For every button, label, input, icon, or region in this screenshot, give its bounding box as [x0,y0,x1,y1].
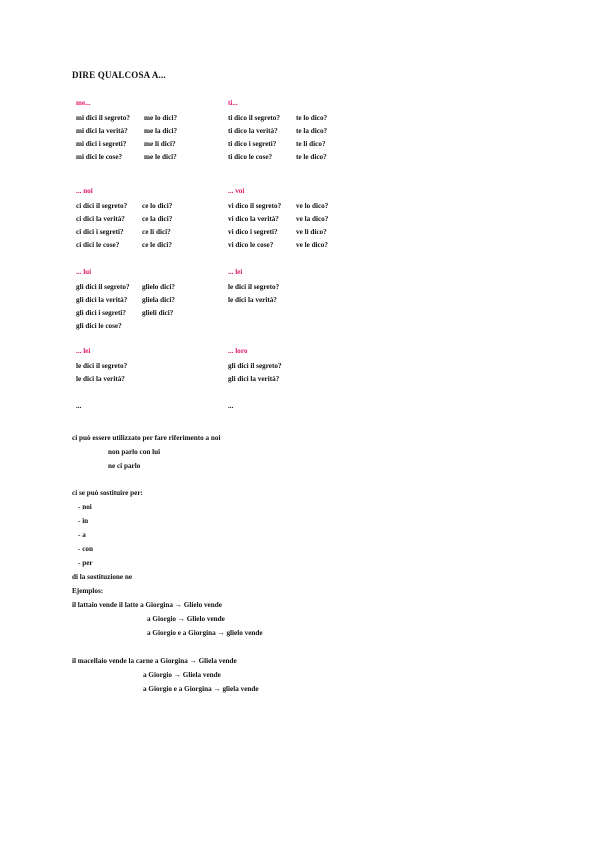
section-heading: ti... [228,99,238,107]
example-line: a Giorgio e a Giorgina → glielo vende [147,629,263,637]
example-line: il macellaio vende la carne a Giorgina → Gliela vende [72,657,237,665]
section-heading: ... loro [228,347,248,355]
list-item: vi dico la verità? ve la dico? [228,215,329,223]
ci-rule: ci può essere utilizzato per fare riferimento a noi [72,434,221,442]
list-item: - in [78,517,89,525]
list-item: - per [78,559,93,567]
list-item: gli dici la verità? [228,375,280,383]
list-item: gli dici le cose? [76,322,122,330]
list-item: vi dico i segreti? ve li dico? [228,228,327,236]
list-item: le dici il segreto? [228,283,280,291]
list-item: mi dici la verità? me la dici? [76,127,178,135]
list-item: vi dico il segreto? ve lo dico? [228,202,329,210]
section-heading: ... lei [76,347,91,355]
list-item: - noi [78,503,92,511]
list-item: le dici il segreto? [76,362,128,370]
section-lei [228,266,279,307]
list-item: - a [78,531,86,539]
example-line: a Giorgio → Gliela vende [143,671,221,679]
section-ti [228,97,327,164]
section-heading: ... noi [76,187,93,195]
list-item: ti dico le cose? te le dico? [228,153,327,161]
section-voi [228,185,328,252]
list-item: mi dici le cose? me le dici? [76,153,177,161]
section-lei-2 [76,345,127,386]
ellipsis-right: ... [228,402,234,410]
ci-example: ne ci parlo [108,462,141,470]
list-item: mi dici i segreti? me li dici? [76,140,176,148]
list-item: gli dici la verità? gliela dici? [76,296,175,304]
list-item: ti dico i segreti? te li dico? [228,140,326,148]
example-line: a Giorgio → Glielo vende [147,615,225,623]
section-heading: ... lui [76,268,92,276]
list-item: ci dici la verità? ce la dici? [76,215,173,223]
section-heading: ... voi [228,187,245,195]
list-item: mi dici il segreto? me lo dici? [76,114,178,122]
list-item: gli dici il segreto? [228,362,282,370]
section-heading: ... lei [228,268,243,276]
substitution-note: di la sostituzione ne [72,573,133,581]
examples-heading: Ejemplos: [72,587,104,595]
list-item: ti dico la verità? te la dico? [228,127,328,135]
list-item: ci dici i segreti? ce li dici? [76,228,171,236]
section-me [76,97,177,164]
section-lui [76,266,175,333]
ci-example: non parlo con lui [108,448,161,456]
example-line: a Giorgio e a Giorgina → gliela vende [143,685,259,693]
list-item: le dici la verità? [228,296,277,304]
section-loro [228,345,282,386]
ellipsis-left: ... [76,402,82,410]
section-heading: me... [76,99,91,107]
section-noi [76,185,172,252]
list-item: ci dici il segreto? ce lo dici? [76,202,173,210]
list-item: ci dici le cose? ce le dici? [76,241,172,249]
list-item: - con [78,545,93,553]
list-item: gli dici il segreto? glielo dici? [76,283,175,291]
list-item: le dici la verità? [76,375,125,383]
list-item: vi dico le cose? ve le dico? [228,241,328,249]
page-title: DIRE QUALCOSA A... [72,70,166,80]
list-item: ti dico il segreto? te lo dico? [228,114,328,122]
ci-substitution-heading: ci se può sostituire per: [72,489,143,497]
example-line: il lattaio vende il latte a Giorgina → Glielo vende [72,601,222,609]
list-item: gli dici i segreti? glieli dici? [76,309,174,317]
